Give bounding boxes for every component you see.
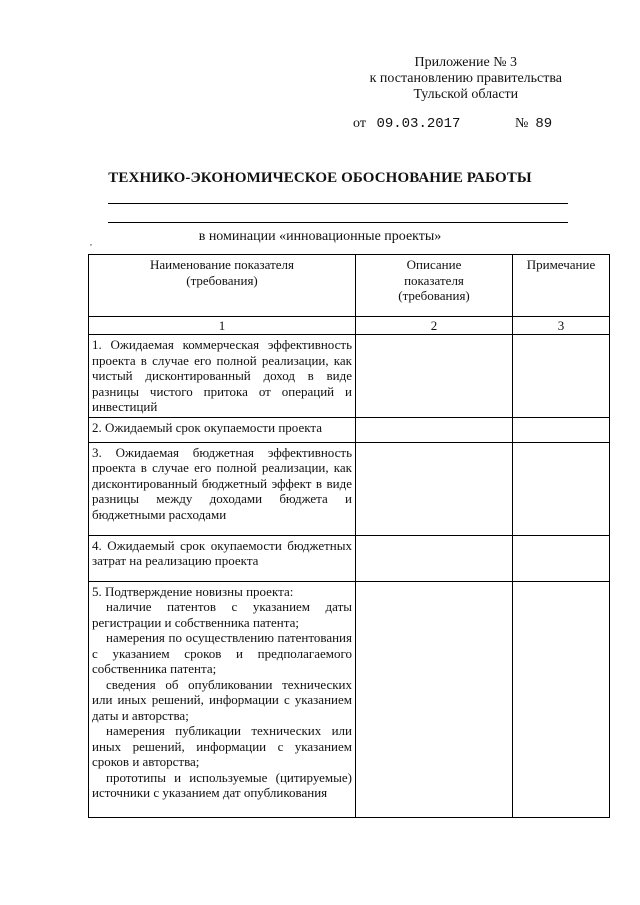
header-indicator-name: Наименование показателя (требования) — [89, 255, 356, 317]
row-description-cell[interactable] — [356, 442, 513, 535]
column-number: 1 — [89, 317, 356, 335]
decree-number — [515, 116, 552, 132]
row-indicator: 4. Ожидаемый срок окупаемости бюджетных затрат на реализацию проекта — [89, 535, 356, 581]
row-description-cell[interactable] — [356, 417, 513, 442]
novelty-item: намерения по осуществлению патентования с указанием сроков и предполагаемого собственника патента; — [92, 630, 352, 676]
novelty-item: намерения публикации технических или иных решений, информации с указанием сроков и авторства; — [92, 723, 352, 769]
row-note-cell[interactable] — [513, 581, 610, 817]
column-number: 2 — [356, 317, 513, 335]
decree-date — [353, 116, 460, 132]
appendix-region: Тульской области — [413, 87, 519, 102]
table-row — [89, 442, 610, 535]
date-prefix: от — [353, 116, 366, 131]
row-indicator: 2. Ожидаемый срок окупаемости проекта — [89, 417, 356, 442]
novelty-item: наличие патентов с указанием даты регистрации и собственника патента; — [92, 599, 352, 630]
row-indicator: 1. Ожидаемая коммерческая эффективность проекта в случае его полной реализации, как чистый дисконтированный доход в виде разницы чистого притока от операций и инвестиций — [89, 335, 356, 418]
row-description-cell[interactable] — [356, 581, 513, 817]
table-row — [89, 335, 610, 418]
blank-line-1 — [108, 203, 568, 204]
row-description-cell[interactable] — [356, 535, 513, 581]
column-number-row — [89, 317, 610, 335]
document-title: ТЕХНИКО-ЭКОНОМИЧЕСКОЕ ОБОСНОВАНИЕ РАБОТЫ — [108, 170, 532, 186]
row-description-cell[interactable] — [356, 335, 513, 418]
novelty-item: прототипы и используемые (цитируемые) источники с указанием дат опубликования — [92, 769, 352, 800]
date-value: 09.03.2017 — [376, 116, 461, 132]
appendix-block — [370, 55, 562, 103]
nomination-text: в номинации «инновационные проекты» — [198, 229, 442, 244]
number-value: 89 — [535, 116, 553, 132]
number-prefix: № — [515, 116, 529, 131]
table-row — [89, 581, 610, 817]
appendix-title: Приложение № 3 — [414, 55, 518, 70]
header-note: Примечание — [513, 255, 610, 317]
indicators-table — [88, 254, 610, 818]
row-note-cell[interactable] — [513, 442, 610, 535]
appendix-decree: к постановлению правительства — [369, 71, 562, 86]
header-indicator-description: Описание показателя (требования) — [356, 255, 513, 317]
row-note-cell[interactable] — [513, 417, 610, 442]
row-note-cell[interactable] — [513, 335, 610, 418]
table-row — [89, 535, 610, 581]
blank-line-2 — [108, 222, 568, 223]
table-header-row — [89, 255, 610, 317]
row-note-cell[interactable] — [513, 535, 610, 581]
column-number: 3 — [513, 317, 610, 335]
novelty-title: 5. Подтверждение новизны проекта: — [92, 583, 294, 599]
stray-mark: , — [90, 238, 92, 247]
row-indicator-novelty — [89, 581, 356, 817]
row-indicator: 3. Ожидаемая бюджетная эффективность проекта в случае его полной реализации, как дисконтированный бюджетный эффект в виде разницы между доходами бюджета и бюджетными расходами — [89, 442, 356, 535]
table-row — [89, 417, 610, 442]
novelty-item: сведения об опубликовании технических или иных решений, информации с указанием даты и авторства; — [92, 676, 352, 723]
